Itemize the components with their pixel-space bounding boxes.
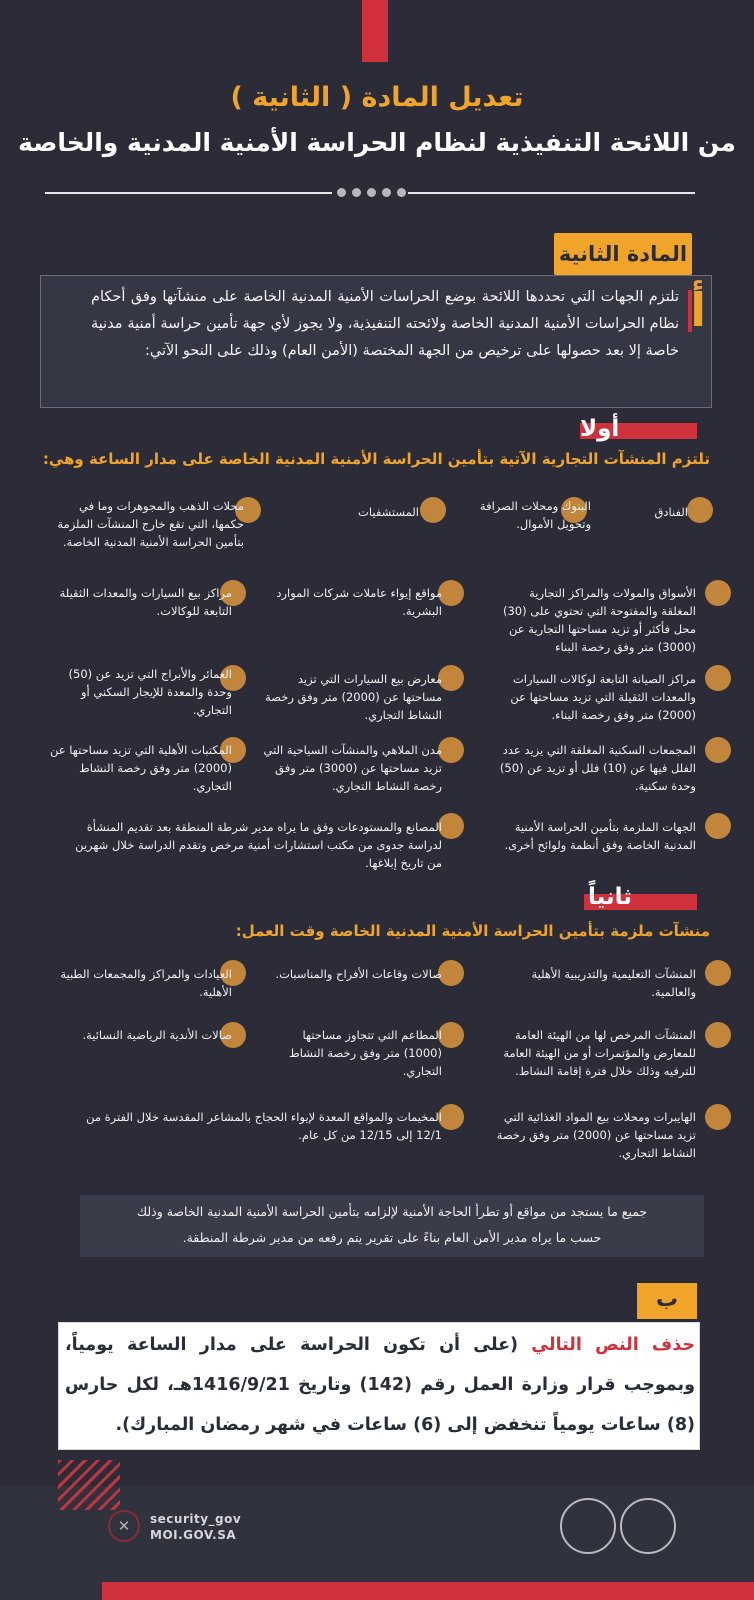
list-item: العمائر والأبراج التي تزيد عن (50) وحدة والمعدة للإيجار السكني أو التجاري.	[68, 667, 232, 717]
list-item: الهايبرات ومحلات بيع المواد الغذائية التي تزيد مساحتها عن (2000) متر وفق رخصة النشاط التجاري.	[496, 1110, 696, 1160]
list-item: الفنادق	[654, 505, 688, 519]
bullet-icon	[705, 665, 731, 691]
page-title: تعديل المادة ( الثانية )	[230, 82, 524, 113]
list-item: المطاعم التي تتجاوز مساحتها (1000) متر وفق رخصة النشاط التجاري.	[289, 1028, 442, 1078]
bullet-icon	[705, 813, 731, 839]
part1-subheading: تلتزم المنشآت التجارية الآتية بتأمين الحراسة الأمنية المدنية الخاصة على مدار الساعة وهي:	[42, 450, 710, 468]
bullet-icon	[705, 1022, 731, 1048]
saudi-emblem-icon	[620, 1498, 676, 1554]
list-item: المكتبات الأهلية التي تزيد مساحتها عن (2000) متر وفق رخصة النشاط التجاري.	[50, 743, 232, 793]
list-item: محلات الذهب والمجوهرات وما في حكمها، التي تقع خارج المنشآت الملزمة بتأمين الحراسة الأمنية المدنية الخاصة.	[57, 499, 244, 549]
list-item: المصانع والمستودعات وفق ما يراه مدير شرطة المنطقة بعد تقديم المنشأة لدراسة جدوى من مكتب استشارات أمنية مرخص وتقدم الدراسة خلال شهرين من تاريخ إبلاغها.	[75, 820, 442, 870]
hatch-decoration	[58, 1460, 120, 1510]
x-logo-icon: ✕	[108, 1510, 140, 1542]
part-b-red-text: حذف النص التالي	[531, 1335, 695, 1355]
part2-subheading: منشآت ملزمة بتأمين الحراسة الأمنية المدنية الخاصة وقت العمل:	[235, 922, 710, 940]
bullet-icon	[705, 960, 731, 986]
article-badge: المادة الثانية	[554, 233, 692, 275]
list-item: الجهات الملزمة بتأمين الحراسة الأمنية المدنية الخاصة وفق أنظمة ولوائح أخرى.	[504, 820, 696, 852]
list-item: معارض بيع السيارات التي تزيد مساحتها عن (2000) متر وفق رخصة النشاط التجاري.	[265, 672, 442, 722]
divider-dot	[337, 188, 346, 197]
list-item: المنشآت التعليمية والتدريبية الأهلية والعالمية.	[531, 967, 696, 999]
part-b-text	[65, 1325, 695, 1445]
bullet-icon	[705, 580, 731, 606]
website-link[interactable]: MOI.GOV.SA	[150, 1528, 237, 1542]
social-handle[interactable]: security_gov	[150, 1512, 242, 1526]
bullet-icon	[705, 737, 731, 763]
divider-dot	[382, 188, 391, 197]
bullet-icon	[705, 1104, 731, 1130]
public-security-emblem-icon	[560, 1498, 616, 1554]
part1-heading: أولا	[580, 416, 620, 442]
page-subtitle: من اللائحة التنفيذية لنظام الحراسة الأمنية المدنية والخاصة	[18, 128, 736, 157]
list-item: المنشآت المرخص لها من الهيئة العامة للمعارض والمؤتمرات أو من الهيئة العامة للترفيه وذلك خلال فترة إقامة النشاط.	[503, 1028, 696, 1078]
bullet-icon	[420, 497, 446, 523]
bullet-icon	[687, 497, 713, 523]
intro-text: تلتزم الجهات التي تحددها اللائحة بوضع الحراسات الأمنية المدنية الخاصة على منشآتها وفق أحكام نظام الحراسات الأمنية المدنية الخاصة ولائحته التنفيذية، ولا يجوز لأي جهة تأمين حراسة أمنية مدنية خاصة إلا بعد حصولها على ترخيص من الجهة المختصة (الأمن العام) وذلك على النحو الآتي:	[91, 289, 679, 359]
list-item: مواقع إيواء عاملات شركات الموارد البشرية.	[276, 586, 442, 618]
divider-left	[45, 192, 332, 194]
divider-dot	[367, 188, 376, 197]
note-line-1: جميع ما يستجد من مواقع أو تطرأ الحاجة الأمنية لإلزامه بتأمين الحراسة الأمنية المدنية الخاصة وذلك	[136, 1204, 648, 1219]
list-item: المجمعات السكنية المغلقة التي يزيد عدد الفلل فيها عن (10) فلل أو تزيد عن (50) وحدة سكنية.	[499, 743, 696, 793]
divider-right	[408, 192, 695, 194]
list-item: المستشفيات	[358, 505, 419, 519]
list-item: البنوك ومحلات الصرافة وتحويل الأموال.	[479, 499, 591, 531]
list-item: الأسواق والمولات والمراكز التجارية المغلقة والمفتوحة التي تحتوي على (30) محل فأكثر أو تزيد مساحتها التجارية عن (3000) متر وفق رخصة البناء	[502, 586, 696, 654]
list-item: المخيمات والمواقع المعدة لإيواء الحجاج بالمشاعر المقدسة خلال الفترة من 12/1 إلى 12/15 من كل عام.	[86, 1110, 442, 1142]
divider-dot	[352, 188, 361, 197]
top-red-tab	[362, 0, 388, 62]
note-box	[80, 1195, 704, 1257]
section-letter-a: أ	[690, 283, 706, 337]
list-item: صالات الأندية الرياضية النسائية.	[82, 1028, 232, 1042]
list-item: مراكز الصيانة التابعة لوكالات السيارات والمعدات الثقيلة التي تزيد مساحتها عن (2000) متر وفق رخصة البناء.	[510, 672, 696, 722]
section-letter-b: ب	[637, 1283, 697, 1319]
list-item: صالات وقاعات الأفراح والمناسبات.	[275, 967, 442, 981]
list-item: مدن الملاهي والمنشآت السياحية التي تزيد مساحتها عن (3000) متر وفق رخصة النشاط التجاري.	[263, 743, 442, 793]
part-b-body: (على أن تكون الحراسة على مدار الساعة يومياً، وبموجب قرار وزارة العمل رقم (142) وتاريخ 1416/9/21هـ، لكل حارس (8) ساعات يومياً تنخفض إلى (6) ساعات في شهر رمضان المبارك).	[65, 1335, 695, 1435]
footer-red-bar	[102, 1582, 754, 1600]
list-item: مراكز بيع السيارات والمعدات الثقيلة التابعة للوكالات.	[59, 586, 232, 618]
divider-dot	[397, 188, 406, 197]
list-item: العيادات والمراكز والمجمعات الطبية الأهلية.	[60, 967, 232, 999]
note-line-2: حسب ما يراه مدير الأمن العام بناءً على تقرير يتم رفعه من مدير شرطة المنطقة.	[182, 1230, 602, 1245]
part2-heading: ثانياً	[588, 884, 632, 910]
